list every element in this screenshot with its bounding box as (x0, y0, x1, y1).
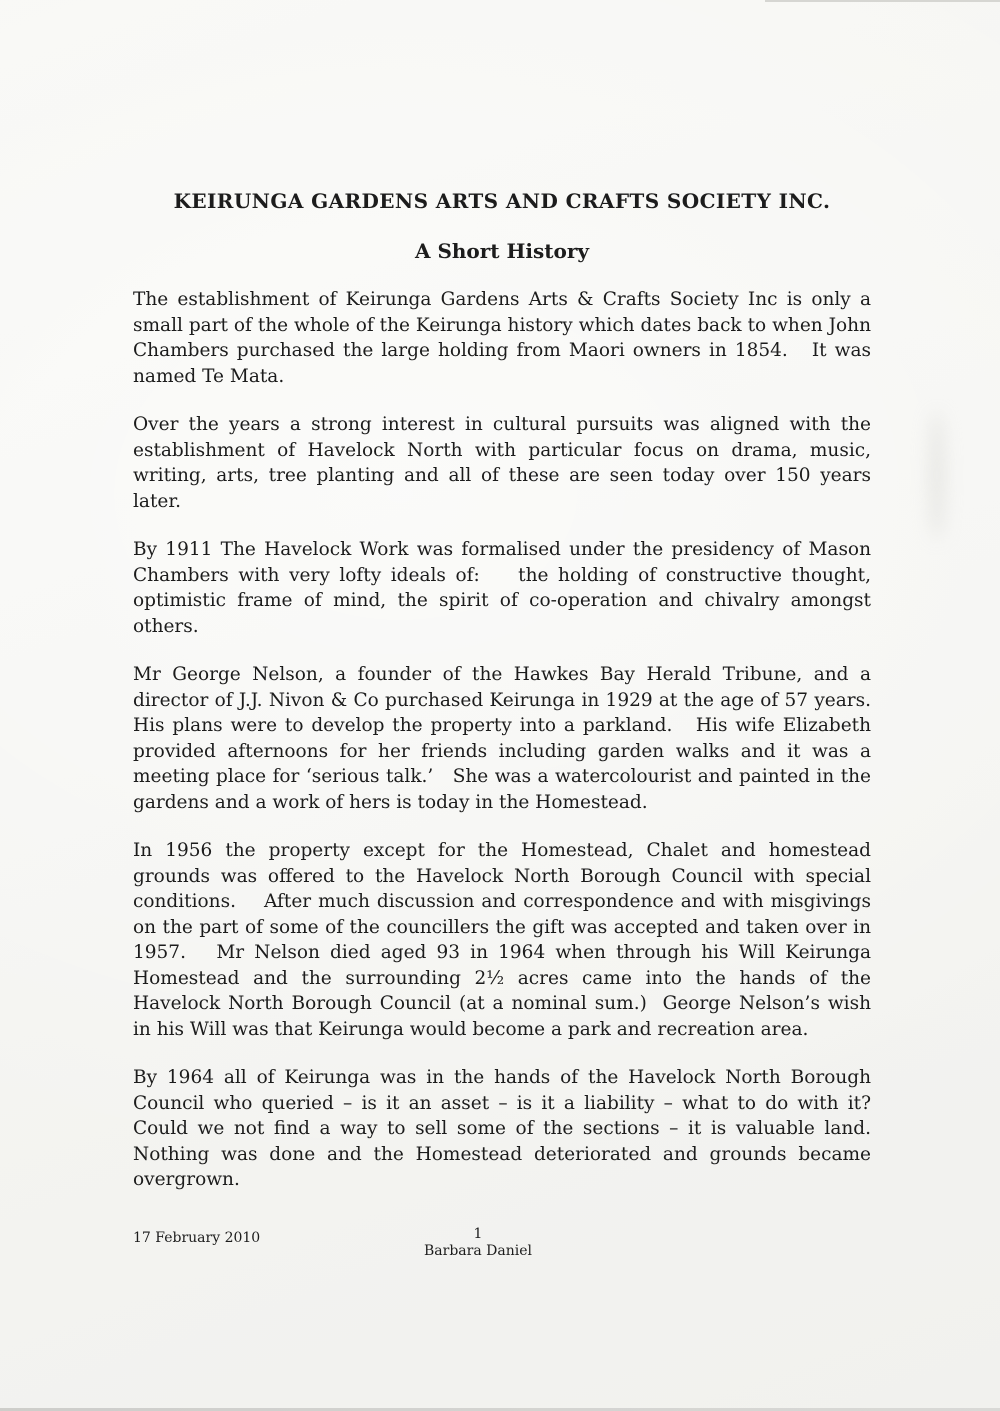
document-subtitle: A Short History (414, 239, 590, 263)
body-paragraph: Mr George Nelson, a founder of the Hawkes Bay Herald Tribune, and a director of J.J. Nivon & Co purchased Keirunga in 1929 at the age of 57 years. His plans were to develop the property into a parkland. His wife Elizabeth provided afternoons for her friends including garden walks and it was a meeting place for ‘serious talk.’ She was a watercolourist and painted in the gardens and a work of hers is today in the Homestead. (133, 664, 889, 813)
body-paragraph: Over the years a strong interest in cultural pursuits was aligned with the establishment of Havelock North with particular focus on drama, music, writing, arts, tree planting and all of these are seen today over 150 years later. (133, 414, 877, 512)
document-title: KEIRUNGA GARDENS ARTS AND CRAFTS SOCIETY INC. (173, 189, 831, 213)
footer-date: 17 February 2010 (133, 1230, 261, 1246)
body-paragraph: By 1964 all of Keirunga was in the hands of the Havelock North Borough Council who queried – is it an asset – is it a liability – what to do with it? Could we not find a way to sell some of the sections – it is valuable land. Nothing was done and the Homestead deteriorated and grounds became overgrown. (133, 1067, 883, 1190)
scan-smudge-artifact (930, 410, 944, 540)
footer-center (133, 1226, 823, 1260)
body-paragraph: In 1956 the property except for the Homestead, Chalet and homestead grounds was offered to the Havelock North Borough Council with special conditions. After much discussion and correspondence and with misgivings on the part of some of the councillers the gift was accepted and taken over in 1957. Mr Nelson died aged 93 in 1964 when through his Will Keirunga Homestead and the surrounding 2½ acres came into the hands of the Havelock North Borough Council (at a nominal sum.) George Nelson’s wish in his Will was that Keirunga would become a park and recreation area. (133, 840, 877, 1040)
scan-edge-artifact-top (765, 0, 1000, 2)
document-body (133, 189, 889, 1216)
page-number: 1 (473, 1226, 483, 1242)
paragraph-list (133, 287, 889, 1193)
body-paragraph: The establishment of Keirunga Gardens Arts & Crafts Society Inc is only a small part of the whole of the Keirunga history which dates back to when John Chambers purchased the large holding from Maori owners in 1854. It was named Te Mata. (133, 289, 877, 387)
author-name: Barbara Daniel (424, 1243, 532, 1259)
body-paragraph: By 1911 The Havelock Work was formalised under the presidency of Mason Chambers with very lofty ideals of: the holding of constructive thought, optimistic frame of mind, the spirit of co-operation and chivalry amongst others. (133, 539, 877, 637)
